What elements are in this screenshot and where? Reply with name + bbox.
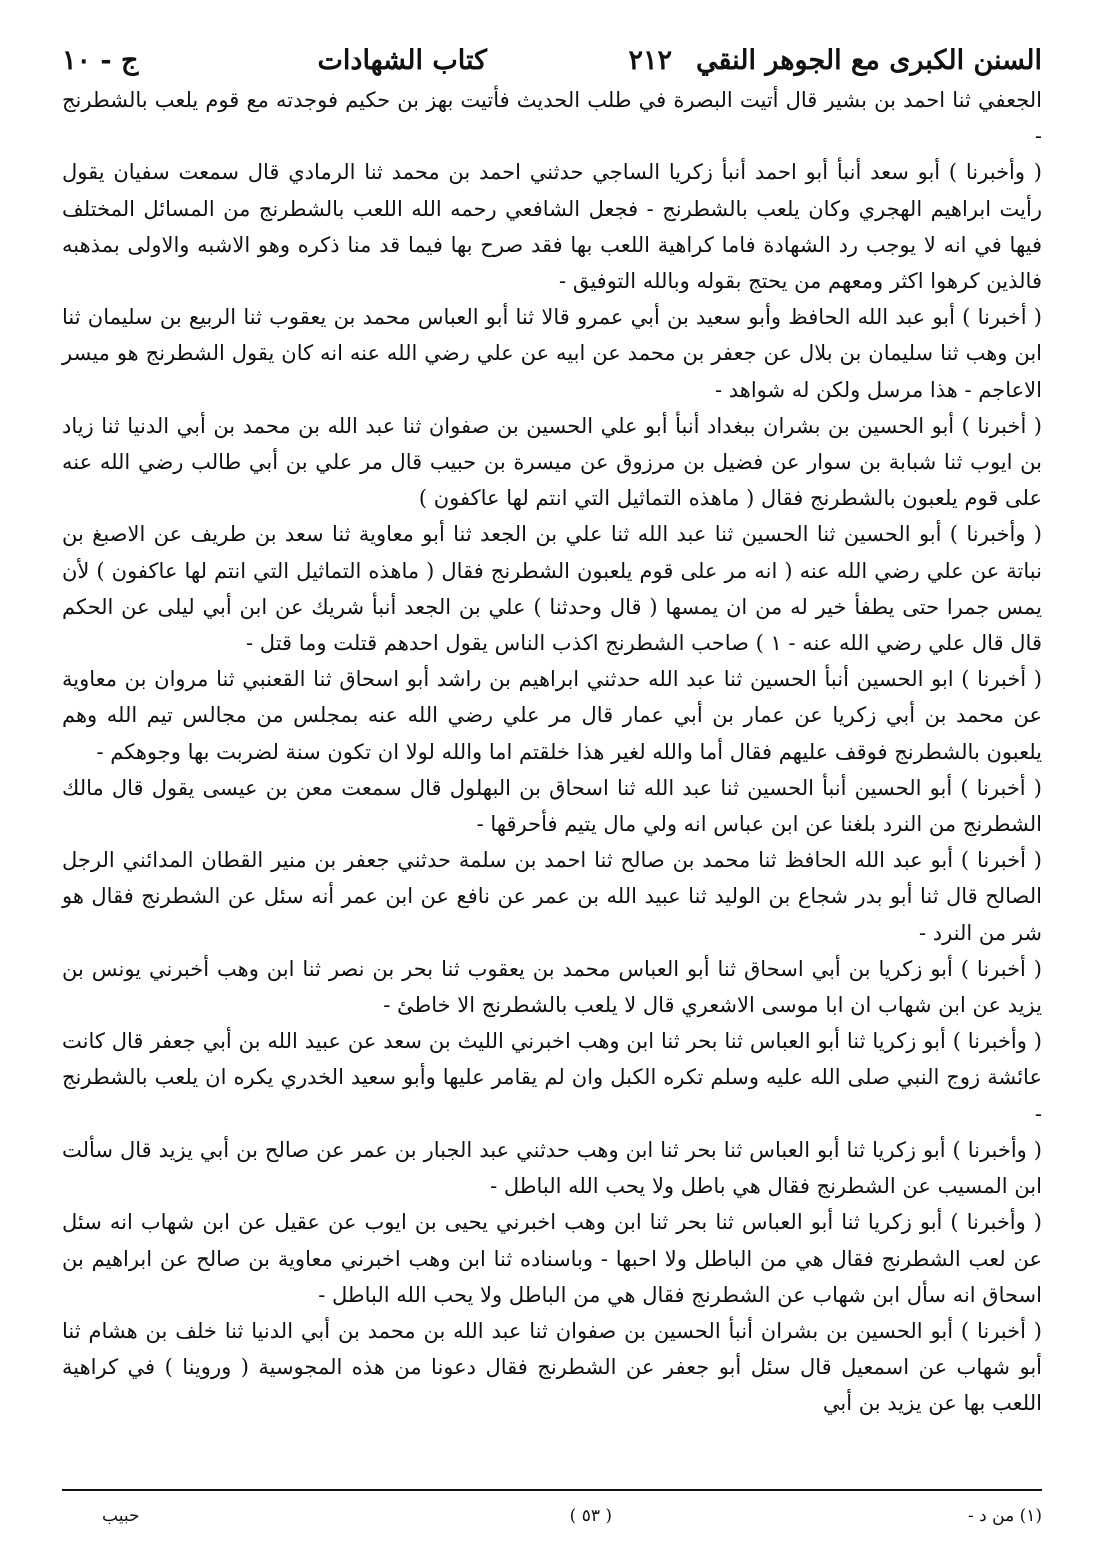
paragraph: ( أخبرنا ) ابو الحسين أنبأ الحسين ثنا عبد الله حدثني ابراهيم بن راشد أبو اسحاق ثنا القعنبي ثنا مروان بن معاوية عن محمد بن أبي زكريا عن عمار بن أبي عمار قال مر علي رضي الله عنه بمجلس من مجالس تيم الله وهم يلعبون بالشطرنج فوقف عليهم فقال أما والله لغير هذا خلقتم اما والله لولا ان تكون سنة لضربت بها وجوهكم - bbox=[62, 667, 1042, 764]
running-head bbox=[62, 40, 1042, 82]
paragraph: ( أخبرنا ) أبو عبد الله الحافظ ثنا محمد بن صالح ثنا احمد بن سلمة حدثني جعفر بن منير القطان المدائني الرجل الصالح قال ثنا أبو بدر شجاع بن الوليد ثنا عبيد الله بن عمر عن نافع عن ابن عمر أنه سئل عن الشطرنج فقال هو شر من النرد - bbox=[62, 848, 1042, 945]
body-text bbox=[62, 82, 1042, 1422]
page-footer bbox=[62, 1502, 1042, 1530]
paragraph: ( أخبرنا ) أبو زكريا بن أبي اسحاق ثنا أبو العباس محمد بن يعقوب ثنا بحر بن نصر ثنا ابن وهب أخبرني يونس بن يزيد عن ابن شهاب ان ابا موسى الاشعري قال لا يلعب بالشطرنج الا خاطئ - bbox=[62, 956, 1042, 1018]
paragraph: ( وأخبرنا ) أبو زكريا ثنا أبو العباس ثنا بحر ثنا ابن وهب اخبرني الليث بن سعد عن عبيد الله بن أبي جعفر قال كانت عائشة زوج النبي صلى الله عليه وسلم تكره الكبل وان لم يقامر عليها وأبو سعيد الخدري يكره ان يلعب بالشطرنج - bbox=[62, 1029, 1042, 1126]
volume-number: ج - ١٠ bbox=[62, 45, 139, 76]
paragraph: ( وأخبرنا ) أبو سعد أنبأ أبو احمد أنبأ زكريا الساجي حدثني احمد بن محمد ثنا الرمادي قال سمعت سفيان يقول رأيت ابراهيم الهجري وكان يلعب بالشطرنج - فجعل الشافعي رحمه الله اللعب بالشطرنج من المسائل المختلف فيها في انه لا يوجب رد الشهادة فاما كراهية اللعب بها فقد صرح بها فيما قد منا ذكره وهو الاشبه والاولى بمذهبه فالذين كرهوا اكثر ومعهم من يحتج بقوله وبالله التوفيق - bbox=[62, 160, 1042, 294]
folio-number: ( ٥٣ ) bbox=[569, 1506, 612, 1526]
chapter-title: كتاب الشهادات bbox=[317, 45, 487, 76]
paragraph: ( أخبرنا ) أبو الحسين أنبأ الحسين ثنا عبد الله ثنا اسحاق بن البهلول قال سمعت معن بن عيسى يقول قال مالك الشطرنج من النرد بلغنا عن ابن عباس انه ولي مال يتيم فأحرقها - bbox=[62, 775, 1042, 837]
paragraph: ( وأخبرنا ) أبو زكريا ثنا أبو العباس ثنا بحر ثنا ابن وهب اخبرني يحيى بن ايوب عن عقيل عن ابن شهاب انه سئل عن لعب الشطرنج فقال هي من الباطل ولا احبها - وباسناده ثنا ابن وهب اخبرني معاوية بن صالح عن ابراهيم بن اسحاق انه سأل ابن شهاب عن الشطرنج فقال هي من الباطل ولا يحب الله الباطل - bbox=[62, 1210, 1042, 1307]
footnote: (١) من د - bbox=[968, 1506, 1042, 1526]
paragraph: ( وأخبرنا ) أبو زكريا ثنا أبو العباس ثنا بحر ثنا ابن وهب حدثني عبد الجبار بن عمر عن صالح بن أبي يزيد قال سألت ابن المسيب عن الشطرنج فقال هي باطل ولا يحب الله الباطل - bbox=[62, 1137, 1042, 1199]
paragraph: ( أخبرنا ) أبو الحسين بن بشران أنبأ الحسين بن صفوان ثنا عبد الله بن محمد بن أبي الدنيا ثنا خلف بن هشام ثنا أبو شهاب عن اسمعيل قال سئل أبو جعفر عن الشطرنج فقال دعونا من هذه المجوسية ( وروينا ) في كراهية اللعب بها عن يزيد بن أبي bbox=[62, 1318, 1042, 1416]
book-page bbox=[62, 40, 1042, 1526]
paragraph: الجعفي ثنا احمد بن بشير قال أتيت البصرة في طلب الحديث فأتيت بهز بن حكيم فوجدته مع قوم يلعب بالشطرنج - bbox=[62, 88, 1042, 149]
signature-mark: حبيب bbox=[102, 1506, 140, 1526]
paragraph: ( وأخبرنا ) أبو الحسين ثنا الحسين ثنا عبد الله ثنا علي بن الجعد ثنا أبو معاوية ثنا سعد بن طريف عن الاصبغ بن نباتة عن علي رضي الله عنه ( انه مر على قوم يلعبون الشطرنج فقال ( ماهذه التماثيل التي انتم لها عاكفون ) لأن يمس جمرا حتى يطفأ خير له من ان يمسها ( قال وحدثنا ) علي بن الجعد أنبأ شريك عن ابن أبي ليلى عن الحكم قال قال علي رضي الله عنه - ١ ) صاحب الشطرنج اكذب الناس يقول احدهم قتلت وما قتل - bbox=[62, 522, 1042, 656]
paragraph: ( أخبرنا ) أبو الحسين بن بشران ببغداد أنبأ أبو علي الحسين بن صفوان ثنا عبد الله بن محمد بن أبي الدنيا ثنا زياد بن ايوب ثنا شبابة بن سوار عن فضيل بن مرزوق عن ميسرة بن حبيب قال مر علي بن أبي طالب رضي الله عنه على قوم يلعبون بالشطرنج فقال ( ماهذه التماثيل التي انتم لها عاكفون ) bbox=[62, 413, 1042, 511]
footer-rule bbox=[62, 1489, 1042, 1491]
book-title: السنن الكبرى مع الجوهر النقي bbox=[695, 45, 1042, 76]
page-number: ٢١٢ bbox=[628, 45, 672, 76]
paragraph: ( أخبرنا ) أبو عبد الله الحافظ وأبو سعيد بن أبي عمرو قالا ثنا أبو العباس محمد بن يعقوب ثنا الربيع بن سليمان ثنا ابن وهب ثنا سليمان بن بلال عن جعفر بن محمد عن ابيه عن علي رضي الله عنه انه كان يقول الشطرنج هو ميسر الاعاجم - هذا مرسل ولكن له شواهد - bbox=[62, 305, 1042, 402]
